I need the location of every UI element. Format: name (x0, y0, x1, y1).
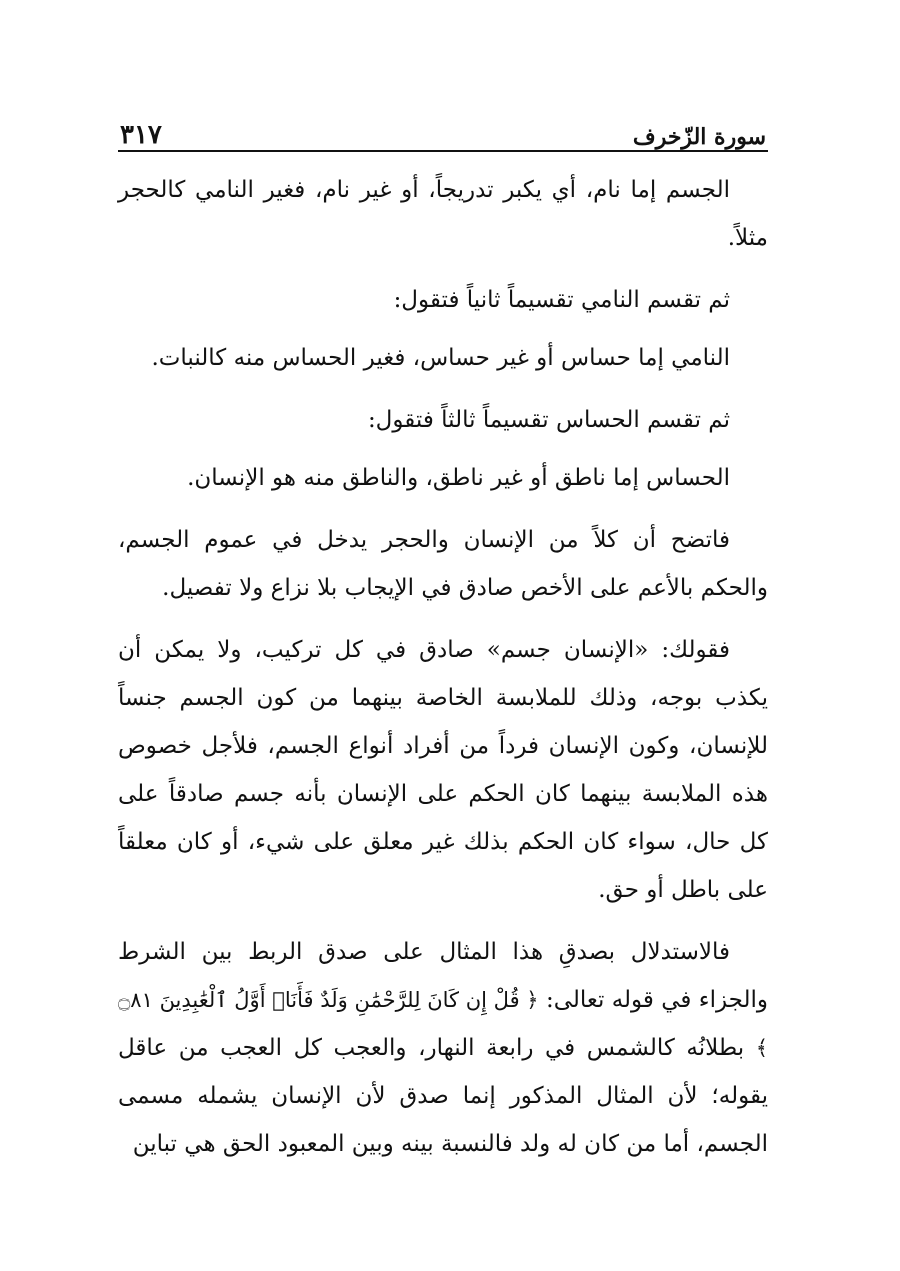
paragraph-8-intro: فالاستدلال بصدقِ هذا المثال على صدق الربط بين الشرط والجزاء في قوله تعالى: (118, 939, 769, 1013)
page-body (118, 152, 768, 1168)
quran-verse: ﴿ قُلْ إِن كَانَ لِلرَّحْمَٰنِ وَلَدٌ فَأَنَا۠ أَوَّلُ ٱلْعَٰبِدِينَ ۝٨١ ﴾ (118, 988, 768, 1060)
paragraph-5: الحساس إما ناطق أو غير ناطق، والناطق منه هو الإنسان. (187, 465, 730, 491)
page-number: ٣١٧ (120, 120, 162, 150)
paragraph-8-rest: بطلانُه كالشمس في رابعة النهار، والعجب كل العجب من عاقل يقوله؛ لأن المثال المذكور إنما صدق لأن الإنسان يشمله مسمى الجسم، أما من كان له ولد فالنسبة بينه وبين المعبود الحق هي تباين (118, 1035, 768, 1157)
paragraph-1: الجسم إما نام، أي يكبر تدريجاً، أو غير نام، فغير النامي كالحجر مثلاً. (118, 177, 768, 251)
page (118, 108, 768, 1182)
paragraph-7: فقولك: «الإنسان جسم» صادق في كل تركيب، ولا يمكن أن يكذب بوجه، وذلك للملابسة الخاصة بينهما من كون الجسم جنساً للإنسان، وكون الإنسان فرداً من أفراد أنواع الجسم، فلأجل خصوص هذه الملابسة بينهما كان الحكم على الإنسان بأنه جسم صادقاً على كل حال، سواء كان الحكم بذلك غير معلق على شيء، أو كان معلقاً على باطل أو حق. (118, 637, 769, 903)
surah-name: سورة الزّخرف (632, 124, 766, 150)
paragraph-2: ثم تقسم النامي تقسيماً ثانياً فتقول: (393, 287, 730, 313)
paragraph-3: النامي إما حساس أو غير حساس، فغير الحساس منه كالنبات. (151, 345, 730, 371)
paragraph-4: ثم تقسم الحساس تقسيماً ثالثاً فتقول: (367, 407, 730, 433)
paragraph-8 (118, 928, 768, 1168)
paragraph-6: فاتضح أن كلاً من الإنسان والحجر يدخل في عموم الجسم، والحكم بالأعم على الأخص صادق في الإيجاب بلا نزاع ولا تفصيل. (118, 527, 768, 601)
page-header (118, 108, 768, 152)
